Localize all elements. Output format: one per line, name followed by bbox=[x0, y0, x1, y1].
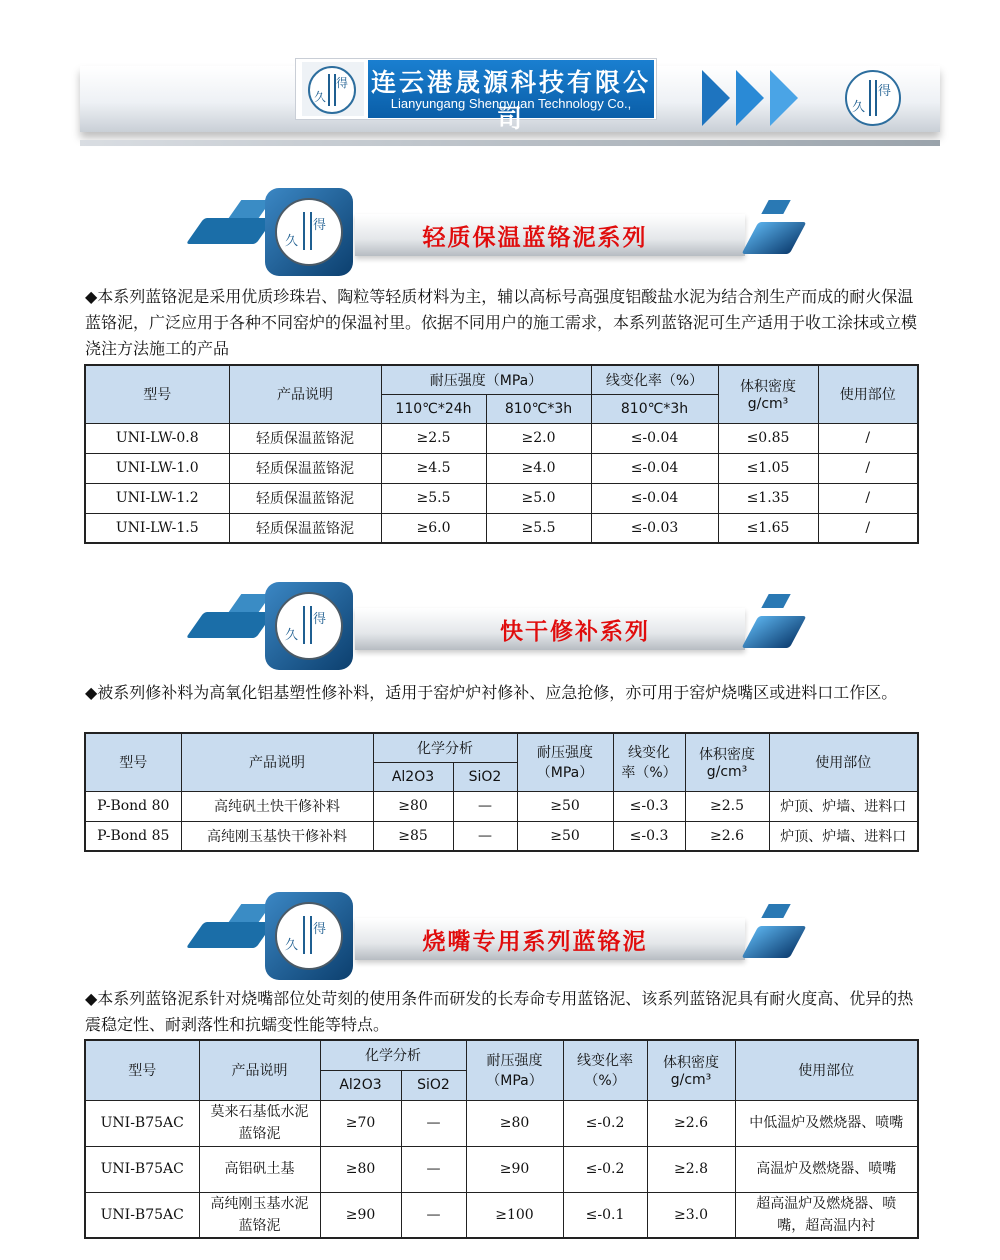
table-cell: ≥2.0 bbox=[486, 423, 591, 453]
header-chemical-analysis: 化学分析 bbox=[373, 733, 517, 762]
table-row bbox=[85, 1146, 918, 1192]
table-cell: P-Bond 85 bbox=[85, 821, 181, 851]
logo-char-2: 得 bbox=[313, 218, 327, 233]
table-cell: ≤-0.2 bbox=[563, 1100, 647, 1146]
header-strength: 耐压强度 （MPa） bbox=[466, 1040, 563, 1100]
table-cell: ≤1.35 bbox=[718, 483, 818, 513]
table-cell: ≤-0.1 bbox=[563, 1192, 647, 1238]
header-usage: 使用部位 bbox=[818, 365, 918, 423]
header-model: 型号 bbox=[85, 365, 229, 423]
table-cell: ≤1.05 bbox=[718, 453, 818, 483]
header-model: 型号 bbox=[85, 1040, 199, 1100]
header-density: 体积密度 g/cm³ bbox=[718, 365, 818, 423]
section-banner-lightweight bbox=[195, 188, 805, 278]
table-cell: ≥80 bbox=[466, 1100, 563, 1146]
table-cell: — bbox=[401, 1192, 466, 1238]
table-cell: 高纯刚玉基快干修补料 bbox=[181, 821, 373, 851]
table-cell: ≥90 bbox=[466, 1146, 563, 1192]
table-cell: ≥80 bbox=[320, 1146, 401, 1192]
table-cell: / bbox=[818, 453, 918, 483]
header-linear-change: 线变化率（%） bbox=[591, 365, 718, 394]
logo-char-1: 久 bbox=[852, 100, 866, 115]
logo-emblem-icon bbox=[308, 66, 356, 114]
section-title: 快干修补系列 bbox=[500, 619, 650, 645]
header-density: 体积密度 g/cm³ bbox=[647, 1040, 735, 1100]
table-cell: 中低温炉及燃烧器、喷嘴 bbox=[735, 1100, 918, 1146]
table-cell: 高温炉及燃烧器、喷嘴 bbox=[735, 1146, 918, 1192]
header-stripe bbox=[80, 140, 940, 146]
section-banner-burner bbox=[195, 892, 805, 982]
table-cell: ≤1.65 bbox=[718, 513, 818, 543]
table-cell: 轻质保温蓝铬泥 bbox=[229, 453, 381, 483]
header-strength: 耐压强度（MPa） bbox=[381, 365, 591, 394]
header-al2o3: Al2O3 bbox=[320, 1070, 401, 1100]
logo-emblem-icon bbox=[281, 908, 333, 960]
table-cell: / bbox=[818, 483, 918, 513]
table-row bbox=[85, 1192, 918, 1238]
table-cell: ≥2.5 bbox=[685, 791, 769, 821]
logo-char-1: 久 bbox=[285, 938, 299, 953]
table-cell: 高纯矾土快干修补料 bbox=[181, 791, 373, 821]
table-cell: P-Bond 80 bbox=[85, 791, 181, 821]
header-sio2: SiO2 bbox=[401, 1070, 466, 1100]
table-cell: ≥5.0 bbox=[486, 483, 591, 513]
table-cell: ≥2.5 bbox=[381, 423, 486, 453]
table-cell: 轻质保温蓝铬泥 bbox=[229, 513, 381, 543]
table-cell: ≤-0.03 bbox=[591, 513, 718, 543]
table-cell: 炉顶、炉墙、进料口 bbox=[769, 791, 918, 821]
logo-char-2: 得 bbox=[313, 612, 327, 627]
table-cell: ≥100 bbox=[466, 1192, 563, 1238]
header-chemical-analysis: 化学分析 bbox=[320, 1040, 466, 1070]
table-row bbox=[85, 423, 918, 453]
header-model: 型号 bbox=[85, 733, 181, 791]
chevron-right-icon bbox=[702, 70, 730, 126]
table-cell: ≤-0.04 bbox=[591, 423, 718, 453]
section-emblem-frame bbox=[265, 582, 353, 670]
table-cell: 炉顶、炉墙、进料口 bbox=[769, 821, 918, 851]
table-cell: UNI-LW-1.5 bbox=[85, 513, 229, 543]
table-cell: 轻质保温蓝铬泥 bbox=[229, 423, 381, 453]
header-linear-change: 线变化率 （%） bbox=[563, 1040, 647, 1100]
table-cell: — bbox=[401, 1100, 466, 1146]
company-name-cn: 连云港晟源科技有限公司 bbox=[370, 68, 651, 133]
quick-repair-product-table bbox=[84, 732, 919, 852]
page-header bbox=[80, 58, 940, 146]
section-title: 烧嘴专用系列蓝铬泥 bbox=[422, 929, 648, 955]
header-strength-110: 110℃*24h bbox=[381, 394, 486, 423]
header-strength-810: 810℃*3h bbox=[486, 394, 591, 423]
table-row bbox=[85, 453, 918, 483]
header-sio2: SiO2 bbox=[453, 762, 517, 791]
table-cell: / bbox=[818, 423, 918, 453]
section-emblem-frame bbox=[265, 892, 353, 980]
header-usage: 使用部位 bbox=[735, 1040, 918, 1100]
logo-char-2: 得 bbox=[878, 84, 892, 99]
table-row bbox=[85, 1100, 918, 1146]
table-cell: ≥90 bbox=[320, 1192, 401, 1238]
logo-char-1: 久 bbox=[285, 234, 299, 249]
table-cell: ≥70 bbox=[320, 1100, 401, 1146]
table-cell: ≤-0.3 bbox=[613, 821, 685, 851]
table-cell: ≥2.6 bbox=[647, 1100, 735, 1146]
table-cell: ≥5.5 bbox=[381, 483, 486, 513]
table-cell: ≥2.6 bbox=[685, 821, 769, 851]
table-cell: UNI-LW-0.8 bbox=[85, 423, 229, 453]
table-cell: ≥50 bbox=[517, 821, 613, 851]
table-row bbox=[85, 513, 918, 543]
header-description: 产品说明 bbox=[229, 365, 381, 423]
table-row bbox=[85, 821, 918, 851]
header-description: 产品说明 bbox=[199, 1040, 320, 1100]
header-linear-change: 线变化 率（%） bbox=[613, 733, 685, 791]
lightweight-product-table bbox=[84, 364, 919, 544]
logo-char-1: 久 bbox=[285, 628, 299, 643]
header-al2o3: Al2O3 bbox=[373, 762, 453, 791]
table-cell: ≥6.0 bbox=[381, 513, 486, 543]
table-cell: ≤-0.2 bbox=[563, 1146, 647, 1192]
table-cell: UNI-B75AC bbox=[85, 1100, 199, 1146]
chevron-right-icon bbox=[736, 70, 764, 126]
table-cell: 高铝矾土基 bbox=[199, 1146, 320, 1192]
table-row bbox=[85, 483, 918, 513]
table-cell: ≥4.5 bbox=[381, 453, 486, 483]
table-cell: ≤0.85 bbox=[718, 423, 818, 453]
table-cell: ≥4.0 bbox=[486, 453, 591, 483]
burner-product-table bbox=[84, 1039, 919, 1239]
table-cell: ≥5.5 bbox=[486, 513, 591, 543]
section-intro: ◆本系列蓝铬泥系针对烧嘴部位处苛刻的使用条件而研发的长寿命专用蓝铬泥、该系列蓝铬泥具有耐火度高、优异的热震稳定性、耐剥落性和抗蠕变性能等特点。 bbox=[85, 989, 914, 1034]
table-cell: ≤-0.04 bbox=[591, 453, 718, 483]
table-cell: — bbox=[401, 1146, 466, 1192]
header-strength: 耐压强度 （MPa） bbox=[517, 733, 613, 791]
table-cell: ≤-0.04 bbox=[591, 483, 718, 513]
chevron-right-icon bbox=[770, 70, 798, 126]
table-cell: ≥3.0 bbox=[647, 1192, 735, 1238]
table-cell: ≥2.8 bbox=[647, 1146, 735, 1192]
table-cell: — bbox=[453, 791, 517, 821]
section-banner-quick-repair bbox=[195, 582, 805, 672]
logo-emblem-icon bbox=[281, 598, 333, 650]
section-emblem-frame bbox=[265, 188, 353, 276]
table-cell: UNI-LW-1.2 bbox=[85, 483, 229, 513]
company-name-block bbox=[368, 60, 654, 133]
table-cell: ≥50 bbox=[517, 791, 613, 821]
table-cell: UNI-LW-1.0 bbox=[85, 453, 229, 483]
section-title: 轻质保温蓝铬泥系列 bbox=[422, 225, 648, 251]
table-cell: 超高温炉及燃烧器、喷嘴，超高温内衬 bbox=[735, 1192, 918, 1238]
table-row bbox=[85, 791, 918, 821]
table-cell: UNI-B75AC bbox=[85, 1146, 199, 1192]
right-logo-badge bbox=[845, 70, 901, 126]
table-cell: ≤-0.3 bbox=[613, 791, 685, 821]
header-usage: 使用部位 bbox=[769, 733, 918, 791]
table-cell: 轻质保温蓝铬泥 bbox=[229, 483, 381, 513]
company-name-en: Lianyungang Shengyuan Technology Co., bbox=[390, 96, 632, 111]
company-logo bbox=[295, 58, 657, 133]
header-linear-810: 810℃*3h bbox=[591, 394, 718, 423]
table-cell: — bbox=[453, 821, 517, 851]
logo-char-1: 久 bbox=[314, 90, 327, 104]
section-intro: ◆本系列蓝铬泥是采用优质珍珠岩、陶粒等轻质材料为主，辅以高标号高强度铝酸盐水泥为结合剂生产而成的耐火保温蓝铬泥，广泛应用于各种不同窑炉的保温衬里。依据不同用户的施工需求，本系列蓝铬泥可生产适用于收工涂抹或立模浇注方法施工的产品 bbox=[85, 287, 918, 358]
logo-emblem-icon bbox=[281, 204, 333, 256]
section-intro: ◆被系列修补料为高氧化铝基塑性修补料，适用于窑炉炉衬修补、应急抢修，亦可用于窑炉烧嘴区或进料口工作区。 bbox=[85, 683, 898, 702]
logo-char-2: 得 bbox=[313, 922, 327, 937]
table-cell: ≥80 bbox=[373, 791, 453, 821]
header-description: 产品说明 bbox=[181, 733, 373, 791]
table-cell: 高纯刚玉基水泥蓝铬泥 bbox=[199, 1192, 320, 1238]
header-density: 体积密度 g/cm³ bbox=[685, 733, 769, 791]
logo-badge bbox=[302, 62, 364, 116]
table-cell: UNI-B75AC bbox=[85, 1192, 199, 1238]
logo-emblem-icon bbox=[845, 70, 901, 126]
table-cell: / bbox=[818, 513, 918, 543]
table-cell: 莫来石基低水泥蓝铬泥 bbox=[199, 1100, 320, 1146]
logo-char-2: 得 bbox=[336, 76, 349, 90]
table-cell: ≥85 bbox=[373, 821, 453, 851]
